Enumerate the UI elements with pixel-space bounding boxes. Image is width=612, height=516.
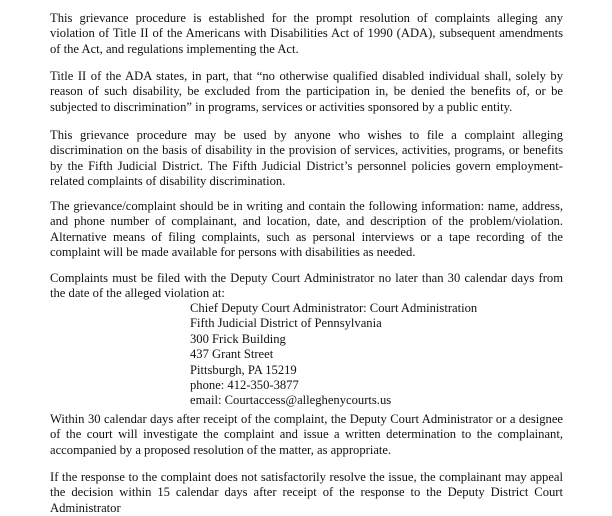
- paragraph-title-ii-quote: Title II of the ADA states, in part, that “no otherwise qualified disabled individual shall, solely by reason of such disability, be excluded from the participation in, be denied the benefits of, or be subjected to discrimination” in programs, services or activities sponsored by a public entity.: [50, 69, 563, 114]
- address-line-street: 437 Grant Street: [190, 347, 274, 362]
- paragraph-who-may-use: This grievance procedure may be used by anyone who wishes to file a complaint alleging discrimination on the basis of disability in the provision of services, activities, programs, or benefits by the Fifth Judicial District. The Fifth Judicial District’s personnel policies govern employment-related complaints of disability discrimination.: [50, 128, 563, 189]
- address-line-email[interactable]: email: Courtaccess@alleghenycourts.us: [190, 393, 392, 408]
- address-line-building: 300 Frick Building: [190, 331, 286, 346]
- paragraph-purpose: This grievance procedure is established for the prompt resolution of complaints alleging any violation of Title II of the Americans with Disabilities Act of 1990 (ADA), subsequent amendments of the Act, and regulations implementing the Act.: [50, 11, 563, 56]
- paragraph-appeal: If the response to the complaint does not satisfactorily resolve the issue, the complainant may appeal the decision within 15 calendar days after receipt of the response to the Deputy District Court Administrator: [50, 470, 563, 515]
- address-line-organization: Fifth Judicial District of Pennsylvania: [190, 316, 382, 331]
- address-line-phone: phone: 412-350-3877: [190, 378, 299, 393]
- contact-address-block: [190, 301, 477, 409]
- paragraph-filing-deadline: Complaints must be filed with the Deputy Court Administrator no later than 30 calendar days from the date of the alleged violation at:: [50, 271, 563, 301]
- address-line-title: Chief Deputy Court Administrator: Court Administration: [190, 301, 478, 315]
- paragraph-investigation: Within 30 calendar days after receipt of the complaint, the Deputy Court Administrator or a designee of the court will investigate the complaint and issue a written determination to the complainant, accompanied by a proposed resolution of the matter, as appropriate.: [50, 412, 563, 457]
- paragraph-complaint-contents: The grievance/complaint should be in writing and contain the following information: name, address, and phone number of complainant, and location, date, and description of the problem/violation. Alternative means of filing complaints, such as personal interviews or a tape recording of the complaint will be made available for persons with disabilities as needed.: [50, 199, 563, 260]
- address-line-city: Pittsburgh, PA 15219: [190, 362, 297, 377]
